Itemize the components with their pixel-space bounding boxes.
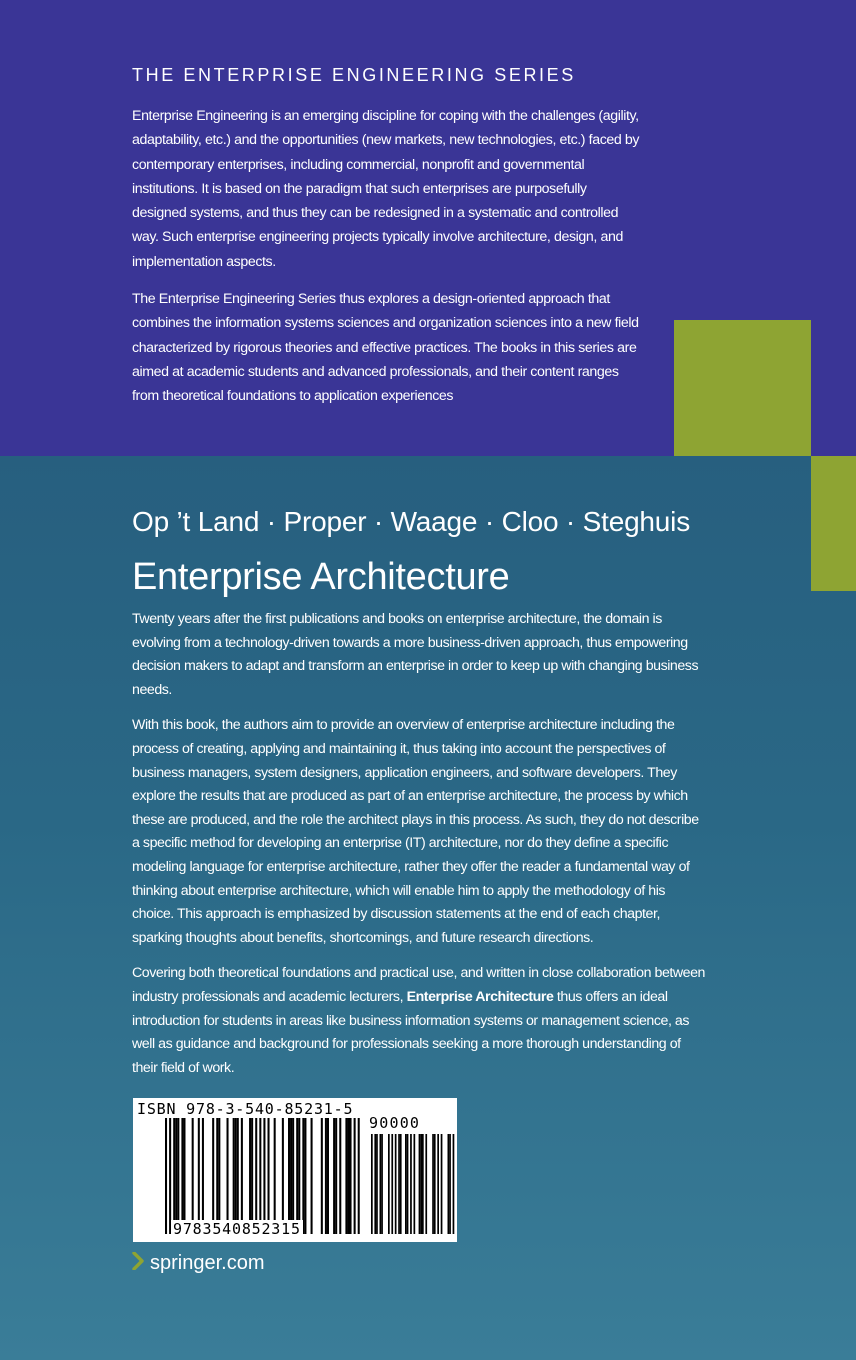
publisher-footer (132, 1250, 265, 1276)
barcode-bar (296, 1118, 298, 1234)
barcode-bar (327, 1118, 329, 1234)
barcode-bar (358, 1118, 360, 1234)
barcode-bar (175, 1118, 177, 1234)
barcode-bar (169, 1118, 171, 1234)
blurb-paragraph-1: Twenty years after the first publications and books on enterprise architecture, the domain is evolving from a technology-driven towards a more business-driven approach, thus empowering decision makers to adapt and transform an enterprise in order to keep up with changing business needs. (132, 611, 699, 698)
addon-bar (395, 1134, 397, 1234)
addon-bar (388, 1134, 390, 1234)
price-code: 90000 (369, 1114, 421, 1132)
series-title: THE ENTERPRISE ENGINEERING SERIES (132, 65, 576, 85)
barcode-bar (282, 1118, 284, 1234)
barcode-bar (325, 1118, 327, 1234)
series-paragraph-2: The Enterprise Engineering Series thus explores a design-oriented approach that combines the information systems sciences and organization sciences into a new field characterized by rigorous theories and effective practices. The books in this series are aimed at academic students and advanced professionals, and their content ranges from theoretical foundations to application experiences (132, 291, 639, 405)
addon-bar (437, 1134, 439, 1234)
publisher-link[interactable]: springer.com (150, 1252, 265, 1274)
barcode-bar (237, 1118, 239, 1234)
addon-bar (414, 1134, 416, 1234)
barcode-bar (333, 1118, 335, 1234)
blurb-paragraph-2: With this book, the authors aim to provide an overview of enterprise architecture including the process of creating, applying and maintaining it, thus taking into account the perspectives of business managers, system designers, application engineers, and software developers. They explore the results that are produced as part of an enterprise architecture, the process by which these are produced, and the role the architect plays in this process. As such, they do not describe a specific method for developing an enterprise (IT) architecture, nor do they define a specific modeling language for enterprise architecture, rather they offer the reader a fundamental way of thinking about enterprise architecture, which will enable him to apply the methodology of his choice. This approach is emphasized by discussion statements at the end of each chapter, sparking thoughts about benefits, shortcomings, and future research directions. (132, 717, 699, 946)
addon-bar (419, 1134, 421, 1234)
barcode-bar (274, 1118, 276, 1234)
blurb-p3-start: Covering both theoretical foundations and practical use, and written in close collaboration between industry professionals and academic lecturers, (132, 965, 705, 1005)
book-authors: Op ’t Land · Proper · Waage · Cloo · Steghuis (132, 506, 691, 537)
barcode-bar (165, 1118, 167, 1234)
addon-bar (441, 1134, 443, 1234)
book-title: Enterprise Architecture (132, 556, 510, 598)
addon-bar (374, 1134, 376, 1234)
addon-bar (425, 1134, 427, 1234)
barcode-bar (227, 1118, 229, 1234)
barcode-bar (235, 1118, 237, 1234)
isbn-label: ISBN 978-3-540-85231-5 (137, 1100, 354, 1118)
barcode-bar (304, 1118, 306, 1234)
barcode-bar (290, 1118, 292, 1234)
barcode-bar (181, 1118, 183, 1234)
barcode-bar (255, 1118, 257, 1234)
blurb-p3-end: thus offers an ideal introduction for students in areas like business information systems or management science, as well as guidance and background for professionals seeking a more thorough understanding of their field of work. (132, 988, 690, 1076)
barcode-bar (335, 1118, 337, 1234)
addon-bar (420, 1134, 422, 1234)
barcode-bar (177, 1118, 179, 1234)
barcode-bar (212, 1118, 214, 1234)
barcode-bar (354, 1118, 356, 1234)
addon-bar (391, 1134, 393, 1234)
addon-bar (453, 1134, 455, 1234)
barcode-bar (241, 1118, 243, 1234)
addon-bar (434, 1134, 436, 1234)
accent-square-lower (811, 456, 856, 591)
barcode-bar (288, 1118, 290, 1234)
blurb-p3-bold-title: Enterprise Architecture (406, 988, 554, 1005)
chevron-right-icon (132, 1251, 144, 1277)
addon-bar (422, 1134, 424, 1234)
isbn-barcode (133, 1098, 457, 1242)
barcode-bar (298, 1118, 300, 1234)
barcode-bar (350, 1118, 352, 1234)
barcode-bar (321, 1118, 323, 1234)
barcode-bar (202, 1118, 204, 1234)
barcode-bar (251, 1118, 253, 1234)
barcode-bar (218, 1118, 220, 1234)
barcode-bar (259, 1118, 261, 1234)
addon-bar (432, 1134, 434, 1234)
addon-bar (407, 1134, 409, 1234)
addon-bar (405, 1134, 407, 1234)
barcode-bar (268, 1118, 270, 1234)
barcode-bar (173, 1118, 175, 1234)
book-blurb (132, 608, 706, 1092)
series-description (132, 104, 640, 422)
barcode-bar (263, 1118, 265, 1234)
addon-bar (410, 1134, 412, 1234)
barcode-bar (311, 1118, 313, 1234)
barcode-bar (302, 1118, 304, 1234)
addon-bar (398, 1134, 400, 1234)
barcode-bar (292, 1118, 294, 1234)
addon-bar (376, 1134, 378, 1234)
barcode-bar (233, 1118, 235, 1234)
addon-bar (371, 1134, 373, 1234)
addon-bar (381, 1134, 383, 1234)
barcode-bar (216, 1118, 218, 1234)
addon-bar (380, 1134, 382, 1234)
barcode-bar (183, 1118, 185, 1234)
series-paragraph-1: Enterprise Engineering is an emerging discipline for coping with the challenges (agility, adaptability, etc.) and the opportunities (new markets, new technologies, etc.) faced by contemporary enterprises, including commercial, nonprofit and governmental institutions. It is based on the paradigm that such enterprises are purposefully designed systems, and thus they can be redesigned in a systematic and controlled way. Such enterprise engineering projects typically involve architecture, design, and implementation aspects. (132, 108, 640, 270)
barcode-bar (339, 1118, 341, 1234)
addon-bar (400, 1134, 402, 1234)
barcode-bar (198, 1118, 200, 1234)
barcode-bar (249, 1118, 251, 1234)
addon-bar (449, 1134, 451, 1234)
accent-square-upper (674, 320, 811, 456)
addon-bar (448, 1134, 450, 1234)
barcode-bar (347, 1118, 349, 1234)
barcode-bar (345, 1118, 347, 1234)
barcode-bar (192, 1118, 194, 1234)
blurb-paragraph-3 (132, 962, 706, 1080)
barcode-digits: 9783540852315 (173, 1220, 301, 1238)
